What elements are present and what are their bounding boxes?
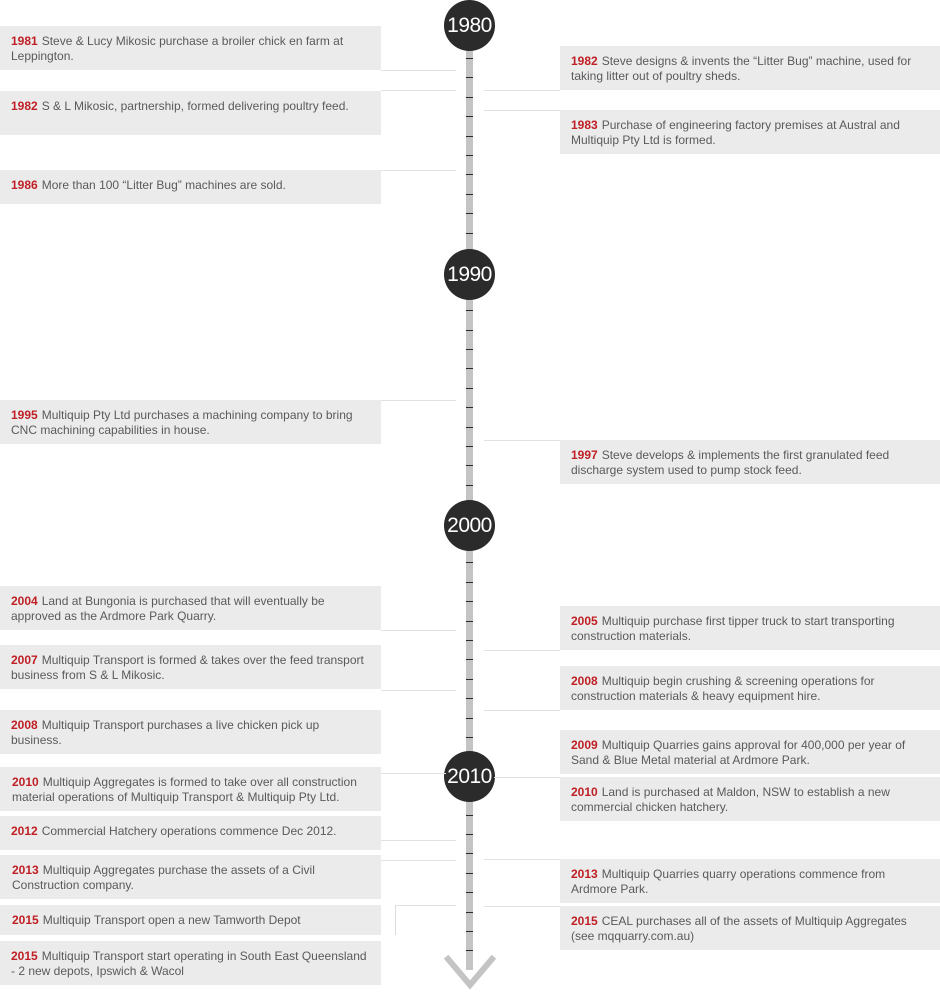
event-card — [0, 91, 381, 135]
event-text: Multiquip Transport purchases a live chicken pick up business. — [11, 718, 320, 747]
timeline-tick — [466, 621, 473, 622]
timeline-tick — [466, 679, 473, 680]
event-year: 2007 — [11, 653, 38, 667]
event-year: 2008 — [571, 674, 598, 688]
event-card — [0, 586, 381, 630]
event-text: Multiquip Transport is formed & takes over the feed transport business from S & L Mikosic. — [11, 653, 364, 682]
chevron-down-icon — [444, 955, 496, 993]
timeline-tick — [466, 349, 473, 350]
event-year: 1997 — [571, 448, 598, 462]
event-year: 2013 — [571, 867, 598, 881]
event-year: 2013 — [12, 863, 39, 877]
event-card — [560, 777, 940, 821]
timeline-tick — [466, 562, 473, 563]
timeline-tick — [466, 233, 473, 234]
timeline-tick — [466, 407, 473, 408]
timeline-tick — [466, 194, 473, 195]
timeline-tick — [466, 213, 473, 214]
connector-line — [484, 110, 560, 111]
connector-line — [381, 70, 456, 71]
event-text: Multiquip Aggregates is formed to take over all construction material operations of Multiquip Transport & Multiquip Pty Ltd. — [12, 775, 357, 804]
connector-line — [381, 170, 456, 171]
connector-line — [484, 650, 560, 651]
timeline-tick — [466, 582, 473, 583]
connector-line — [381, 773, 446, 774]
event-text: Commercial Hatchery operations commence Dec 2012. — [41, 824, 337, 838]
timeline-tick — [466, 155, 473, 156]
timeline-tick — [466, 601, 473, 602]
event-card — [560, 666, 940, 710]
connector-line — [381, 90, 456, 91]
decade-marker-1980: 1980 — [444, 0, 495, 51]
event-year: 1995 — [11, 408, 38, 422]
timeline-tick — [466, 77, 473, 78]
connector-line — [381, 690, 456, 691]
event-text: Multiquip Aggregates purchase the assets of a Civil Construction company. — [12, 863, 315, 892]
connector-line — [484, 90, 560, 91]
event-card — [0, 816, 381, 850]
event-card — [560, 606, 940, 650]
timeline-tick — [466, 368, 473, 369]
event-text: S & L Mikosic, partnership, formed delivering poultry feed. — [41, 99, 349, 113]
event-year: 1983 — [571, 118, 598, 132]
connector-line — [484, 440, 560, 441]
event-card — [0, 767, 381, 811]
event-text: Multiquip begin crushing & screening operations for construction materials & heavy equipment hire. — [571, 674, 875, 703]
event-card — [0, 400, 381, 444]
event-text: CEAL purchases all of the assets of Multiquip Aggregates (see mqquarry.com.au) — [571, 914, 907, 943]
event-card — [0, 26, 381, 70]
timeline-tick — [466, 912, 473, 913]
event-year: 2010 — [12, 775, 39, 789]
timeline-tick — [466, 815, 473, 816]
event-year: 2010 — [571, 785, 598, 799]
timeline-tick — [466, 310, 473, 311]
event-card — [0, 710, 381, 754]
event-text: Steve designs & invents the “Litter Bug” machine, used for taking litter out of poultry sheds. — [571, 54, 912, 83]
event-text: Multiquip Transport start operating in South East Queensland - 2 new depots, Ipswich & Wacol — [11, 949, 367, 978]
decade-marker-2010: 2010 — [444, 751, 495, 802]
timeline-tick — [466, 834, 473, 835]
connector-line — [381, 400, 456, 401]
connector-line — [381, 860, 456, 861]
event-year: 2015 — [12, 913, 39, 927]
event-text: Multiquip purchase first tipper truck to start transporting construction materials. — [571, 614, 895, 643]
timeline-tick — [466, 330, 473, 331]
connector-line — [484, 859, 560, 860]
timeline-tick — [466, 427, 473, 428]
event-card — [560, 46, 940, 90]
timeline-tick — [466, 737, 473, 738]
event-year: 2004 — [11, 594, 38, 608]
event-card — [560, 110, 940, 154]
event-card — [0, 645, 381, 689]
event-text: Multiquip Quarries gains approval for 400,000 per year of Sand & Blue Metal material at Ardmore Park. — [571, 738, 906, 767]
event-year: 2012 — [11, 824, 38, 838]
event-text: Steve develops & implements the first granulated feed discharge system used to pump stock feed. — [571, 448, 890, 477]
event-text: Steve & Lucy Mikosic purchase a broiler chick en farm at Leppington. — [11, 34, 344, 63]
connector-line — [381, 630, 456, 631]
timeline-tick — [466, 659, 473, 660]
timeline-tick — [466, 388, 473, 389]
timeline-tick — [466, 718, 473, 719]
timeline-tick — [466, 931, 473, 932]
timeline-tick — [466, 116, 473, 117]
event-year: 1982 — [571, 54, 598, 68]
event-year: 2009 — [571, 738, 598, 752]
timeline-tick — [466, 892, 473, 893]
event-card — [0, 941, 381, 985]
event-text: More than 100 “Litter Bug” machines are sold. — [41, 178, 286, 192]
event-year: 2015 — [571, 914, 598, 928]
event-card — [0, 905, 396, 935]
event-year: 1986 — [11, 178, 38, 192]
event-year: 1982 — [11, 99, 38, 113]
decade-marker-1990: 1990 — [444, 249, 495, 300]
event-card — [560, 730, 940, 774]
connector-line — [381, 840, 456, 841]
event-card — [560, 440, 940, 484]
event-text: Purchase of engineering factory premises at Austral and Multiquip Pty Ltd is formed. — [571, 118, 900, 147]
event-text: Multiquip Pty Ltd purchases a machining company to bring CNC machining capabilities in house. — [11, 408, 353, 437]
event-card — [0, 170, 381, 204]
event-card — [560, 859, 940, 903]
event-text: Land at Bungonia is purchased that will eventually be approved as the Ardmore Park Quarry. — [11, 594, 325, 623]
decade-marker-2000: 2000 — [444, 500, 495, 551]
connector-line — [484, 710, 560, 711]
timeline-tick — [466, 97, 473, 98]
connector-line — [494, 777, 560, 778]
timeline-tick — [466, 465, 473, 466]
event-text: Multiquip Transport open a new Tamworth Depot — [42, 913, 301, 927]
event-year: 2005 — [571, 614, 598, 628]
timeline-tick — [466, 485, 473, 486]
timeline-tick — [466, 136, 473, 137]
timeline-tick — [466, 698, 473, 699]
timeline-tick — [466, 873, 473, 874]
timeline-tick — [466, 58, 473, 59]
event-year: 1981 — [11, 34, 38, 48]
timeline-tick — [466, 446, 473, 447]
connector-line — [484, 906, 560, 907]
connector-line — [396, 905, 456, 906]
event-card — [0, 855, 381, 899]
event-text: Multiquip Quarries quarry operations commence from Ardmore Park. — [571, 867, 886, 896]
event-text: Land is purchased at Maldon, NSW to establish a new commercial chicken hatchery. — [571, 785, 890, 814]
event-year: 2008 — [11, 718, 38, 732]
timeline-tick — [466, 174, 473, 175]
event-card — [560, 906, 940, 950]
event-year: 2015 — [11, 949, 38, 963]
timeline-tick — [466, 853, 473, 854]
timeline-tick — [466, 950, 473, 951]
timeline-tick — [466, 640, 473, 641]
